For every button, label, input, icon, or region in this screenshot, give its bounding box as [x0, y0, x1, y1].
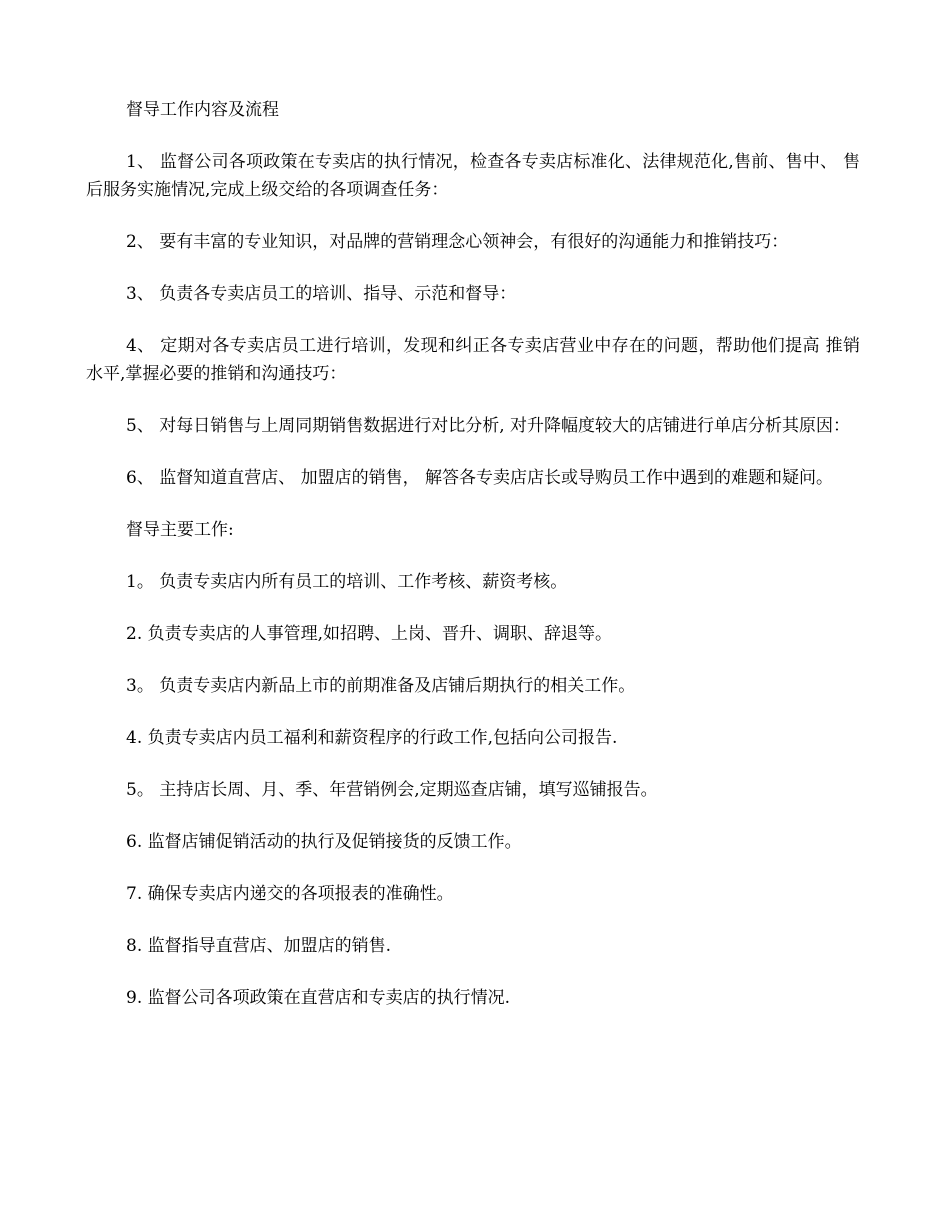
main-work-item-7: 7. 确保专卖店内递交的各项报表的准确性。: [126, 884, 454, 904]
workflow-item-3: 3、 负责各专卖店员工的培训、指导、示范和督导：: [126, 284, 517, 304]
section-title-main-work: 督导主要工作:: [126, 520, 234, 540]
main-work-item-2: 2. 负责专卖店的人事管理,如招聘、上岗、晋升、调职、辞退等。: [126, 624, 613, 644]
main-work-item-5: 5。 主持店长周、月、季、年营销例会,定期巡查店铺，填写巡铺报告。: [126, 780, 658, 800]
main-work-item-4: 4. 负责专卖店内员工福利和薪资程序的行政工作,包括向公司报告.: [126, 728, 618, 748]
workflow-item-4: 4、 定期对各专卖店员工进行培训，发现和纠正各专卖店营业中存在的问题，帮助他们提高 推销水平,掌握必要的推销和沟通技巧：: [86, 336, 860, 384]
main-work-item-8: 8. 监督指导直营店、加盟店的销售.: [126, 936, 392, 956]
main-work-item-9: 9. 监督公司各项政策在直营店和专卖店的执行情况.: [126, 988, 511, 1008]
section-title-workflow: 督导工作内容及流程: [126, 100, 279, 120]
main-work-item-6: 6. 监督店铺促销活动的执行及促销接货的反馈工作。: [126, 832, 522, 852]
workflow-item-6: 6、 监督知道直营店、 加盟店的销售， 解答各专卖店店长或导购员工作中遇到的难题和疑问。: [126, 468, 834, 488]
workflow-item-1: 1、 监督公司各项政策在专卖店的执行情况，检查各专卖店标准化、法律规范化,售前、售中、 售后服务实施情况,完成上级交给的各项调查任务：: [86, 152, 860, 200]
workflow-item-2: 2、 要有丰富的专业知识，对品牌的营销理念心领神会，有很好的沟通能力和推销技巧：: [126, 232, 789, 252]
main-work-item-1: 1。 负责专卖店内所有员工的培训、工作考核、薪资考核。: [126, 572, 568, 592]
main-work-item-3: 3。 负责专卖店内新品上市的前期准备及店铺后期执行的相关工作。: [126, 676, 636, 696]
workflow-item-5: 5、 对每日销售与上周同期销售数据进行对比分析, 对升降幅度较大的店铺进行单店分析其原因：: [126, 416, 851, 436]
